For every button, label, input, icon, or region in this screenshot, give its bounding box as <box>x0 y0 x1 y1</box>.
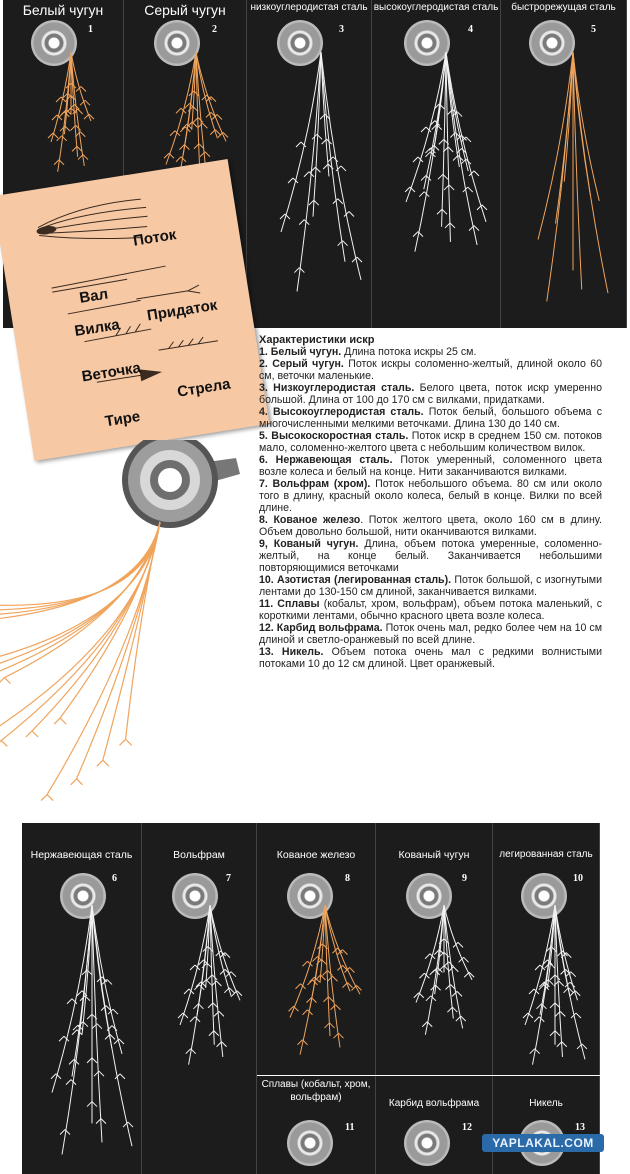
item-text: Белого цвета, поток искр умеренно большой. Длина от 100 до 170 см с вилками, придатками. <box>259 382 603 406</box>
panel-high-carbon-steel <box>372 0 501 328</box>
item-7 <box>259 478 602 514</box>
item-label: 3. Низкоуглеродистая сталь. <box>259 382 415 394</box>
item-text: Длина потока искры 25 см. <box>341 346 477 358</box>
item-text: . Поток желтого цвета, около 160 см в длину. Объем довольно большой, нити оканчиваются вилками. <box>259 514 602 538</box>
item-label: 12. Карбид вольфрама. <box>259 622 383 634</box>
panel-high-speed-steel <box>501 0 627 328</box>
item-label: 1. Белый чугун. <box>259 346 342 358</box>
label-branch: Веточка <box>80 359 142 386</box>
item-8 <box>259 514 602 538</box>
panel-title: Вольфрам <box>173 849 225 861</box>
item-label: 2. Серый чугун. <box>259 358 344 370</box>
spark-stream-6 <box>22 823 141 1174</box>
panel-tungsten <box>142 823 257 1174</box>
panel-title: быстрорежущая сталь <box>511 2 616 13</box>
panel-title: высокоуглеродистая сталь <box>373 2 499 13</box>
item-10 <box>259 574 602 598</box>
panel-number: 9 <box>462 873 467 884</box>
label-stream: Поток <box>131 226 178 250</box>
item-label: 11. Сплавы <box>259 598 320 610</box>
big-grinder-illustration <box>0 440 258 810</box>
panel-stainless-steel <box>22 823 142 1174</box>
label-appendage: Придаток <box>145 296 219 325</box>
item-text: Поток умеренный, соломенного цвета возле колеса и белый на конце. Нити заканчиваются вилками. <box>259 454 602 478</box>
panel-malleable-iron <box>376 823 493 1075</box>
grinding-wheel-icon <box>287 1120 333 1166</box>
item-text: Поток искр в среднем 150 см. потоков мало, соломенно-желтого цвета с небольшим количеством вилок. <box>259 430 602 454</box>
item-12 <box>259 622 602 646</box>
item-9 <box>259 538 602 574</box>
item-label: 5. Высокоскоростная сталь. <box>259 430 409 442</box>
spark-stream-9 <box>376 823 492 1075</box>
panel-wrought-iron <box>257 823 376 1075</box>
spark-stream-3 <box>247 0 371 328</box>
panel-title: легированная сталь <box>499 849 593 860</box>
item-text: Поток небольшого объема. 80 см или около того в длину, красный около колеса, белый в конце. Вилки по всей длине. <box>259 478 602 514</box>
item-11 <box>259 598 602 622</box>
item-3 <box>259 382 602 406</box>
item-label: 7. Вольфрам (хром). <box>259 478 371 490</box>
panel-title: Кованый чугун <box>398 849 470 861</box>
panel-number: 12 <box>462 1122 472 1133</box>
item-text: Поток большой, с изогнутыми лентами до 130-150 см длиной, заканчивается вилками. <box>259 574 602 598</box>
spark-characteristics <box>259 334 602 670</box>
panel-number: 5 <box>591 24 596 35</box>
item-label: 8. Кованое железо <box>259 514 361 526</box>
item-label: 9, Кованый чугун. <box>259 538 359 550</box>
label-arrow: Стрела <box>176 375 232 401</box>
item-13 <box>259 646 602 670</box>
spark-stream-5 <box>501 0 626 328</box>
panel-number: 3 <box>339 24 344 35</box>
item-1 <box>259 346 602 358</box>
watermark: YAPLAKAL.COM <box>482 1134 604 1152</box>
panel-number: 2 <box>212 24 217 35</box>
label-dash: Тире <box>103 407 142 431</box>
spark-stream-4 <box>372 0 500 328</box>
item-label: 10. Азотистая (легированная сталь). <box>259 574 452 586</box>
panel-number: 1 <box>88 24 93 35</box>
item-text: Поток белый, большого объема с многочисленными мелкими веточками. Длина 130 до 140 см. <box>259 406 603 430</box>
panel-number: 13 <box>575 1122 585 1133</box>
panel-number: 7 <box>226 873 231 884</box>
item-4 <box>259 406 602 430</box>
label-fork: Вилка <box>73 316 121 340</box>
item-2 <box>259 358 602 382</box>
panel-title: Карбид вольфрама <box>388 1098 480 1109</box>
label-shaft: Вал <box>78 285 110 307</box>
panel-title: Белый чугун <box>22 2 104 18</box>
item-label: 4. Высокоуглеродистая сталь. <box>259 406 424 418</box>
item-6 <box>259 454 602 478</box>
panel-tungsten-carbide <box>376 1076 493 1174</box>
panel-title: Нержавеющая сталь <box>30 849 133 861</box>
item-text: Длина, объем потока умеренные, соломенно-желтый, на конце белый. Заканчивается небольшими повторяющимися веточками <box>259 538 602 574</box>
panel-alloy-steel <box>493 823 600 1075</box>
panel-number: 8 <box>345 873 350 884</box>
item-label: 6. Нержавеющая сталь. <box>259 454 393 466</box>
spark-stream-10 <box>493 823 599 1075</box>
panel-nickel <box>493 1076 600 1174</box>
item-label: 13. Никель. <box>259 646 324 658</box>
characteristics-heading: Характеристики искр <box>259 334 375 346</box>
item-text: Объем потока очень мал с редкими волнистыми потоками 10 до 12 см длиной. Цвет оранжевый. <box>259 646 602 670</box>
panel-number: 4 <box>468 24 473 35</box>
panel-title: Никель <box>529 1098 563 1109</box>
panel-number: 11 <box>345 1122 355 1133</box>
panel-alloys <box>257 1076 376 1174</box>
panel-number: 6 <box>112 873 117 884</box>
spark-terms-card <box>0 159 269 461</box>
item-5 <box>259 430 602 454</box>
panel-number: 10 <box>573 873 583 884</box>
item-text: Поток очень мал, редко более чем на 10 см длиной и светло-оранжевый по всей длине. <box>259 622 602 646</box>
panel-title: Серый чугун <box>144 2 226 18</box>
panel-title: Кованое железо <box>276 849 356 861</box>
item-text: (кобальт, хром, вольфрам), объем потока маленький, с короткими лентами, обычно красного цвета возле колеса. <box>259 598 602 622</box>
panel-low-carbon-steel <box>247 0 372 328</box>
spark-stream-8 <box>257 823 375 1075</box>
spark-stream-7 <box>142 823 256 1174</box>
grinding-wheel-icon <box>404 1120 450 1166</box>
panel-title: низкоуглеродистая сталь <box>250 2 368 13</box>
item-text: Поток искры соломенно-желтый, длиной около 60 см, веточки маленькие. <box>259 358 602 382</box>
panel-title: Сплавы (кобальт, хром, вольфрам) <box>261 1079 371 1103</box>
